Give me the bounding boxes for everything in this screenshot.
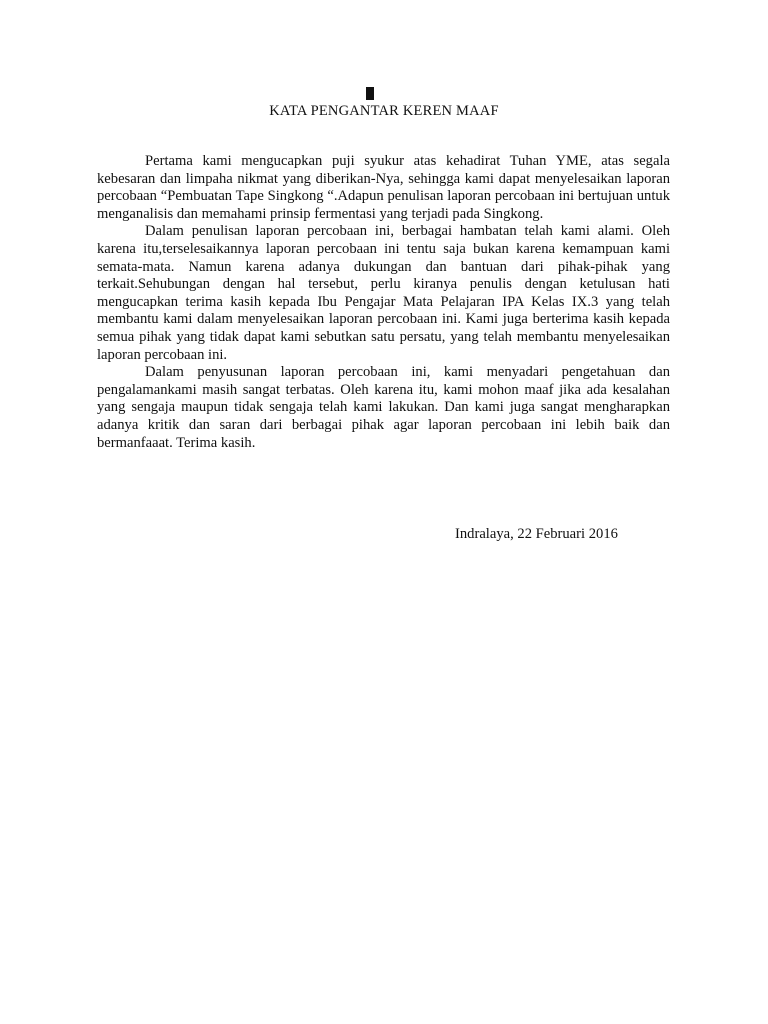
text-cursor-mark	[366, 87, 374, 100]
document-body	[97, 153, 670, 452]
paragraph-3: Dalam penyusunan laporan percobaan ini, kami menyadari pengetahuan dan pengalamankami masih sangat terbatas. Oleh karena itu, kami mohon maaf jika ada kesalahan yang sengaja maupun tidak sengaja telah kami lakukan. Dan kami juga sangat mengharapkan adanya kritik dan saran dari berbagai pihak agar laporan percobaan ini lebih baik dan bermanfaaat. Terima kasih.	[97, 364, 670, 451]
paragraph-2: Dalam penulisan laporan percobaan ini, berbagai hambatan telah kami alami. Oleh karena itu,terselesaikannya laporan percobaan ini tentu saja bukan karena kemampuan kami semata-mata. Namun karena adanya dukungan dan bantuan dari pihak-pihak yang terkait.Sehubungan dengan hal tersebut, perlu kiranya penulis dengan ketulusan hati mengucapkan terima kasih kepada Ibu Pengajar Mata Pelajaran IPA Kelas IX.3 yang telah membantu kami dalam menyelesaikan laporan percobaan ini. Kami juga berterima kasih kepada semua pihak yang tidak dapat kami sebutkan satu persatu, yang telah membantu menyelesaikan laporan percobaan ini.	[97, 223, 670, 363]
place-date: Indralaya, 22 Februari 2016	[455, 526, 618, 542]
paragraph-1: Pertama kami mengucapkan puji syukur atas kehadirat Tuhan YME, atas segala kebesaran dan limpaha nikmat yang diberikan-Nya, sehingga kami dapat menyelesaikan laporan percobaan “Pembuatan Tape Singkong “.Adapun penulisan laporan percobaan ini bertujuan untuk menganalisis dan memahami prinsip fermentasi yang terjadi pada Singkong.	[97, 153, 670, 222]
page-title: KATA PENGANTAR KEREN MAAF	[269, 103, 499, 119]
